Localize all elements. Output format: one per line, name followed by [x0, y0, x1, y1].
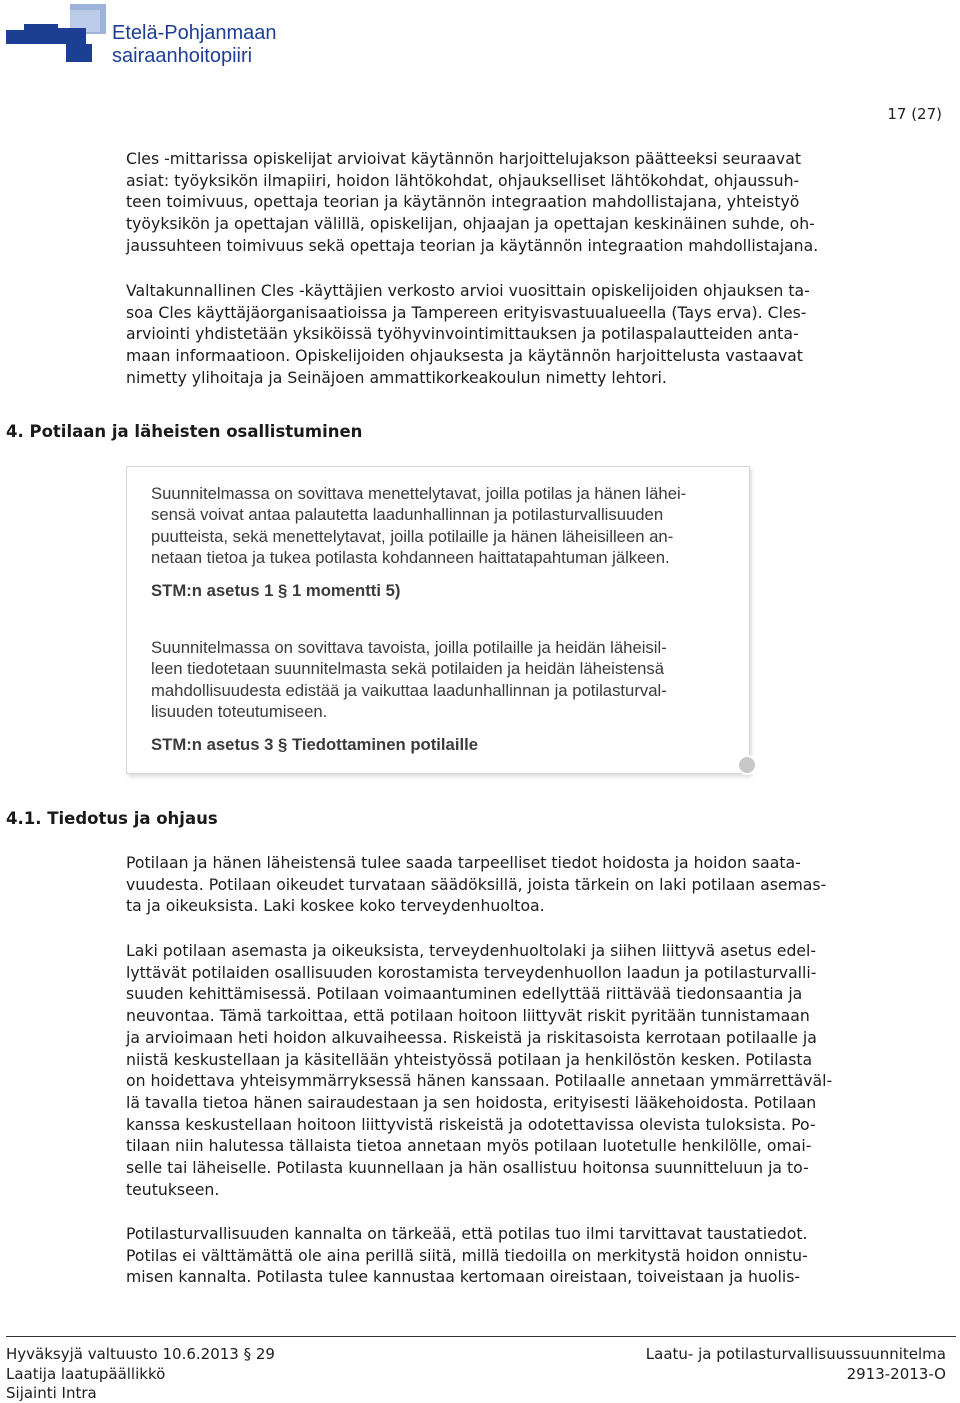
quote-reference-2: STM:n asetus 3 § Tiedottaminen potilaille [151, 735, 479, 754]
section-heading-4-1: 4.1. Tiedotus ja ohjaus [6, 809, 218, 828]
paragraph-cles-survey: Cles -mittarissa opiskelijat arvioivat käytännön harjoittelujakson päätteeksi seuraavat asiat: työyksikön ilmapiiri, hoidon lähtökohdat, ohjaukselliset lähtökohdat, ohjaussuh- teen toimivuus, opettaja teorian ja käytännön integraation mahdollistajana, yhteistyö työyksikön ja opettajan välillä, opiskelijan, ohjaajan ja opettajan keskinäinen suhde, oh- jaussuhteen toimivuus sekä opettaja teorian ja käytännön integraation mahdollistajana. [126, 149, 819, 255]
regulation-quote-box [126, 466, 750, 774]
quote-text-2: Suunnitelmassa on sovittava tavoista, joilla potilaille ja heidän läheisil- leen tiedotetaan suunnitelmasta sekä potilaiden ja heidän läheistensä mahdollisuudesta edistää ja vaikuttaa laadunhallinnan ja potilasturval- lisuuden toteutumiseen. [151, 638, 667, 721]
quote-reference-1: STM:n asetus 1 § 1 momentti 5) [151, 581, 401, 600]
organization-logo [6, 4, 306, 68]
footer-location: Sijainti Intra [6, 1384, 97, 1402]
paragraph-information: Potilaan ja hänen läheistensä tulee saada tarpeelliset tiedot hoidosta ja hoidon saata- vuudesta. Potilaan oikeudet turvataan säädöksillä, joista tärkein on laki potilaan asemas- ta ja oikeuksista. Laki koskee koko terveydenhuoltoa. [126, 853, 827, 916]
org-name-line2: sairaanhoitopiiri [112, 45, 253, 67]
footer-document-code: 2913-2013-O [846, 1365, 946, 1383]
paragraph-patient-law: Laki potilaan asemasta ja oikeuksista, terveydenhuoltolaki ja siihen liittyvä asetus edel- lyttävät potilaiden osallisuuden korostamista terveydenhuollon laadun ja potilasturvalli- suuden kehittämisessä. Potilaan voimaantuminen edellyttää riittävää tiedonsaantia ja neuvontaa. Tämä tarkoittaa, että potilaan hoitoon liittyvät riskit pyritään tunnistamaan ja arvioimaan heti hoidon alkuvaiheessa. Riskeistä ja riskitasoista kerrotaan potilaalle ja niistä keskustellaan ja käsitellään yhteistyössä potilaan ja henkilöstön kesken. Potilasta on hoidettava yhteisymmärryksessä hänen kanssaan. Potilaalle annetaan ymmärrettäväl- lä tavalla tietoa hänen sairaudestaan ja sen hoidosta, erityisesti lääkehoidosta. Potilaan kanssa keskustellaan hoitoon liittyvistä riskeistä ja odotettavissa olevista tuloksista. Po- tilaan niin halutessa tällaista tietoa annetaan myös potilaan luotetulle henkilölle, omai- selle tai läheiselle. Potilasta kuunnellaan ja hän osallistuu hoitonsa suunnitteluun ja to- teutukseen. [126, 941, 833, 1199]
footer-approved: Hyväksyjä valtuusto 10.6.2013 § 29 [6, 1345, 275, 1363]
section-heading-4: 4. Potilaan ja läheisten osallistuminen [6, 422, 363, 441]
logo-mark-icon [6, 4, 106, 68]
paragraph-cles-network: Valtakunnallinen Cles -käyttäjien verkosto arvioi vuosittain opiskelijoiden ohjauksen ta- soa Cles käyttäjäorganisaatioissa ja Tampereen erityisvastuualueella (Tays erva). Cles- arviointi yhdistetään yksiköissä työhyvinvointimittauksen ja potilaspalautteiden anta- maan informaatioon. Opiskelijoiden ohjauksesta ja käytännön harjoittelusta vastaavat nimetty ylihoitaja ja Seinäjoen ammattikorkeakoulun nimetty lehtori. [126, 281, 810, 387]
footer-author: Laatija laatupäällikkö [6, 1365, 166, 1383]
org-name-line1: Etelä-Pohjanmaan [112, 22, 277, 44]
page-number: 17 (27) [887, 105, 942, 123]
quote-text-1: Suunnitelmassa on sovittava menettelytavat, joilla potilas ja hänen lähei- sensä voivat antaa palautetta laadunhallinnan ja potilasturvallisuuden puutteista, sekä menettelytavat, joilla potilaille ja hänen läheisilleen an- netaan tietoa ja tukea potilasta kohdanneen haittatapahtuman jälkeen. [151, 484, 687, 567]
corner-dot-icon [737, 755, 757, 775]
footer-document-title: Laatu- ja potilasturvallisuussuunnitelma [645, 1345, 946, 1363]
footer-divider [6, 1336, 956, 1337]
paragraph-patient-safety: Potilasturvallisuuden kannalta on tärkeää, että potilas tuo ilmi tarvittavat taustatiedot. Potilas ei välttämättä ole aina perillä siitä, millä tiedoilla on merkitystä hoidon onnistu- misen kannalta. Potilasta tulee kannustaa kertomaan oireistaan, toiveistaan ja huolis- [126, 1224, 808, 1287]
